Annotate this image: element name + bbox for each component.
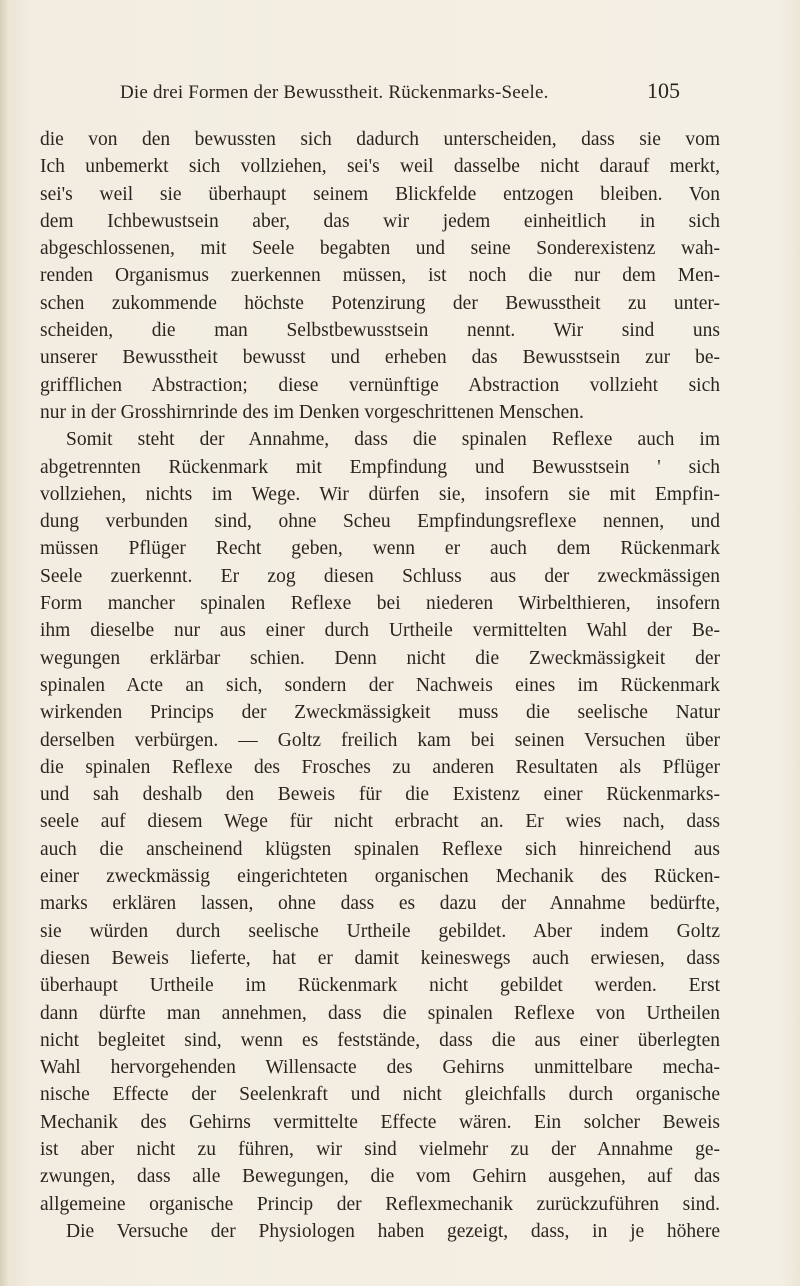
text-line: zwungen, dass alle Bewegungen, die vom Gehirn ausgehen, auf das [40, 1166, 720, 1188]
text-line: seele auf diesem Wege für nicht erbracht an. Er wies nach, dass [40, 811, 720, 833]
text-line: sei's weil sie überhaupt seinem Blickfelde entzogen bleiben. Von [40, 183, 720, 205]
text-line: vollziehen, nichts im Wege. Wir dürfen sie, insofern sie mit Empfin- [40, 483, 720, 505]
text-line: abgeschlossenen, mit Seele begabten und seine Sonderexistenz wah- [40, 238, 720, 260]
text-line: Seele zuerkennt. Er zog diesen Schluss aus der zweckmässigen [40, 565, 720, 587]
text-line: sie würden durch seelische Urtheile gebildet. Aber indem Goltz [40, 920, 720, 942]
text-line: Form mancher spinalen Reflexe bei niederen Wirbelthieren, insofern [40, 593, 720, 615]
text-line: nicht begleitet sind, wenn es feststände, dass die aus einer überlegten [40, 1029, 720, 1051]
text-line: ihm dieselbe nur aus einer durch Urtheile vermittelten Wahl der Be- [40, 620, 720, 642]
text-line: Somit steht der Annahme, dass die spinalen Reflexe auch im [66, 429, 720, 451]
page-number: 105 [647, 78, 680, 103]
text-line: nur in der Grosshirnrinde des im Denken vorgeschrittenen Menschen. [40, 401, 584, 423]
page-header [120, 78, 680, 108]
text-line: spinalen Acte an sich, sondern der Nachweis eines im Rückenmark [40, 674, 720, 696]
text-line: wirkenden Princips der Zweckmässigkeit muss die seelische Natur [40, 702, 720, 724]
text-line: renden Organismus zuerkennen müssen, ist noch die nur dem Men- [40, 265, 720, 287]
text-line: einer zweckmässig eingerichteten organischen Mechanik des Rücken- [40, 866, 720, 888]
text-line: nische Effecte der Seelenkraft und nicht gleichfalls durch organische [40, 1084, 720, 1106]
text-line: allgemeine organische Princip der Reflexmechanik zurückzuführen sind. [40, 1193, 720, 1215]
text-line: diesen Beweis lieferte, hat er damit keineswegs auch erwiesen, dass [40, 947, 720, 969]
text-line: und sah deshalb den Beweis für die Existenz einer Rückenmarks- [40, 784, 720, 806]
text-line: dung verbunden sind, ohne Scheu Empfindungsreflexe nennen, und [40, 511, 720, 533]
text-line: die spinalen Reflexe des Frosches zu anderen Resultaten als Pflüger [40, 756, 720, 778]
text-line: dann dürfte man annehmen, dass die spinalen Reflexe von Urtheilen [40, 1002, 720, 1024]
text-line: Mechanik des Gehirns vermittelte Effecte wären. Ein solcher Beweis [40, 1111, 720, 1133]
page-gutter-shadow [0, 0, 10, 1286]
text-line: marks erklären lassen, ohne dass es dazu der Annahme bedürfte, [40, 893, 720, 915]
text-line: unserer Bewusstheit bewusst und erheben das Bewusstsein zur be- [40, 347, 720, 369]
text-line: wegungen erklärbar schien. Denn nicht die Zweckmässigkeit der [40, 647, 720, 669]
text-line: Die Versuche der Physiologen haben gezeigt, dass, in je höhere [66, 1220, 720, 1242]
text-line: abgetrennten Rückenmark mit Empfindung und Bewusstsein ' sich [40, 456, 720, 478]
text-line: überhaupt Urtheile im Rückenmark nicht gebildet werden. Erst [40, 975, 720, 997]
text-line: dem Ichbewustsein aber, das wir jedem einheitlich in sich [40, 210, 720, 232]
text-line: derselben verbürgen. — Goltz freilich kam bei seinen Versuchen über [40, 729, 720, 751]
body-text [40, 126, 720, 1245]
text-line: müssen Pflüger Recht geben, wenn er auch dem Rückenmark [40, 538, 720, 560]
text-line: grifflichen Abstraction; diese vernünftige Abstraction vollzieht sich [40, 374, 720, 396]
text-line: scheiden, die man Selbstbewusstsein nennt. Wir sind uns [40, 320, 720, 342]
text-line: Wahl hervorgehenden Willensacte des Gehirns unmittelbare mecha- [40, 1057, 720, 1079]
text-line: ist aber nicht zu führen, wir sind vielmehr zu der Annahme ge- [40, 1138, 720, 1160]
text-line: schen zukommende höchste Potenzirung der Bewusstheit zu unter- [40, 292, 720, 314]
text-line: Ich unbemerkt sich vollziehen, sei's weil dasselbe nicht darauf merkt, [40, 156, 720, 178]
text-line: die von den bewussten sich dadurch unterscheiden, dass sie vom [40, 129, 720, 150]
text-line: auch die anscheinend klügsten spinalen Reflexe sich hinreichend aus [40, 838, 720, 860]
running-title: Die drei Formen der Bewusstheit. Rückenmarks-Seele. [120, 82, 549, 103]
